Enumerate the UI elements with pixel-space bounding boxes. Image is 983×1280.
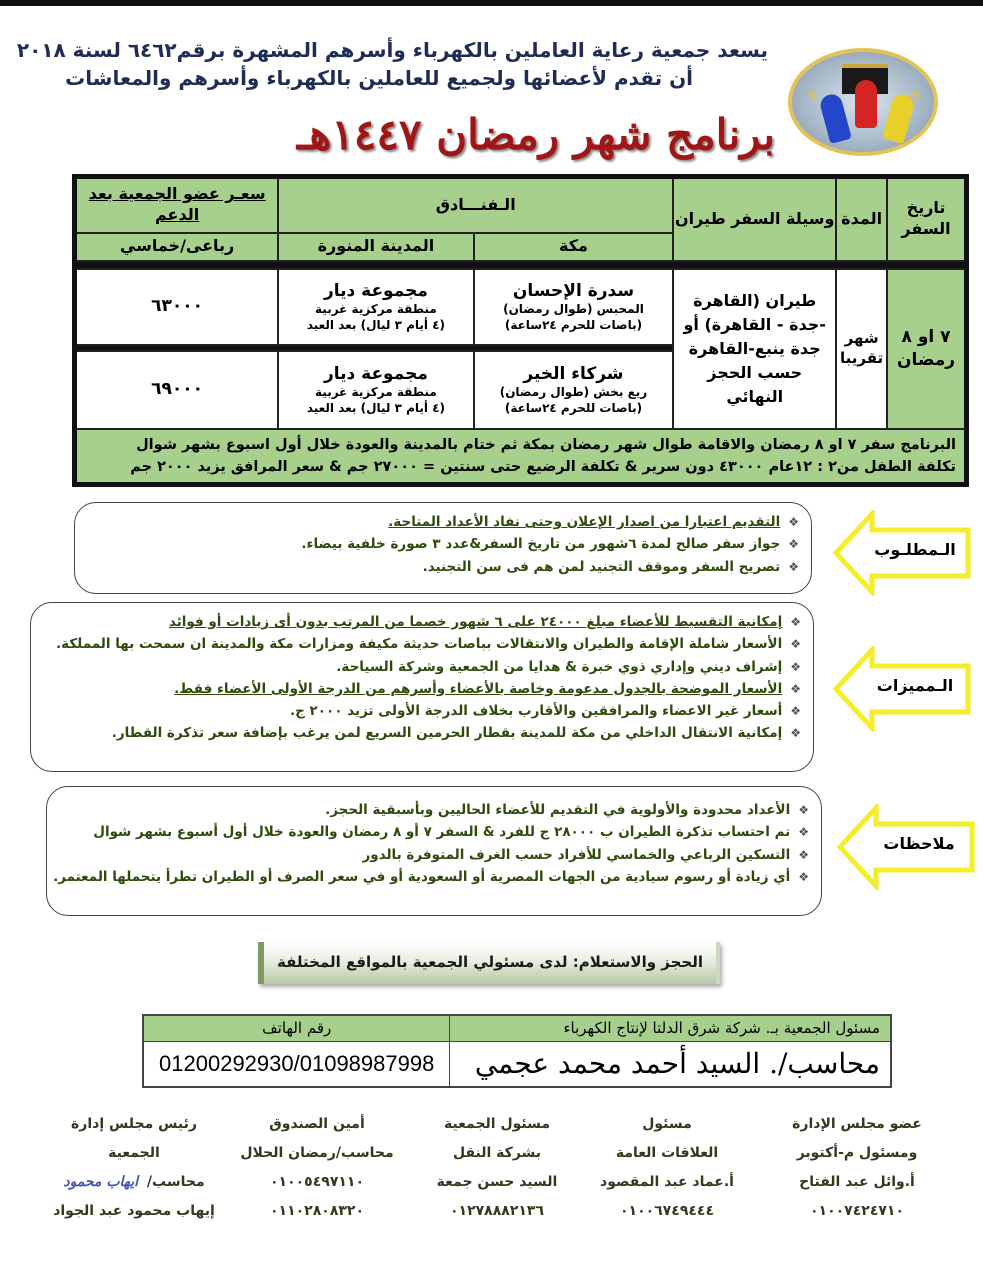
hotel-name: مجموعة ديار <box>323 280 428 301</box>
header-travel-date: تاريخ السفر <box>887 177 966 261</box>
note-item: ❖ تم احتساب تذكرة الطيران ب ٢٨٠٠٠ ج للفرد & السفر ٧ أو ٨ رمضان والعودة خلال أول أسبوع بشهر شوال <box>59 821 809 843</box>
program-table <box>72 174 969 487</box>
feature-item: ❖ إشراف ديني وإداري ذوي خبرة & هدايا من الجمعية وشركة السياحة. <box>43 656 801 678</box>
association-logo <box>788 48 938 156</box>
signatory <box>772 1110 942 1226</box>
person-figure-icon <box>818 92 852 144</box>
makkah-hotel-cell <box>474 351 674 429</box>
top-border <box>0 0 983 6</box>
table-row <box>75 269 967 345</box>
hotel-name: مجموعة ديار <box>323 363 428 384</box>
note-item: ❖ أي زيادة أو رسوم سيادية من الجهات المصرية أو السعودية أو في سعر الصرف أو الطيران تطرأ يتحملها المعتمر. <box>59 866 809 888</box>
feature-item: ❖ أسعار غير الاعضاء والمرافقين والأقارب بخلاف الدرجة الأولى تزيد ٢٠٠٠ ج. <box>43 700 801 722</box>
contact-name: محاسب/. السيد أحمد محمد عجمي <box>450 1041 891 1087</box>
page-title: برنامج شهر رمضان ١٤٤٧هـ <box>296 110 775 159</box>
signatory-phone: ٠١٠٠٥٤٩٧١١٠ <box>270 1174 364 1190</box>
requirement-item: ❖ التقديم اعتبارا من اصدار الإعلان وحتى نفاد الأعداد المتاحة. <box>87 511 799 533</box>
notes-arrow <box>836 804 976 890</box>
signatory <box>582 1110 752 1226</box>
signatory-title: محاسب/رمضان الحلال <box>240 1145 394 1161</box>
signatory-title: الجمعية <box>108 1145 160 1161</box>
hotel-name: سدرة الإحسان <box>512 280 635 301</box>
signatory-title: ومسئول م-أكتوبر <box>796 1145 918 1161</box>
header-hotels: الـفنـــادق <box>278 177 673 233</box>
signature-line <box>44 1168 224 1197</box>
requirement-item: ❖ تصريح السفر وموقف التجنيد لمن هم فى سن التجنيد. <box>87 556 799 578</box>
header-makkah: مكة <box>474 233 674 261</box>
lightning-icon: ⚡ <box>806 86 819 107</box>
header-line-1: يسعد جمعية رعاية العاملين بالكهرباء وأسرهم المشهرة برقم٦٤٦٢ لسنة ٢٠١٨ <box>16 38 768 62</box>
lightning-icon: ⚡ <box>910 86 923 107</box>
hotel-area: منطقة مركزية غربية <box>315 301 437 316</box>
header-duration: المدة <box>836 177 887 261</box>
signatory-title: بشركة النقل <box>452 1145 542 1161</box>
signatory-phone: ٠١٢٧٨٨٨٢١٣٦ <box>450 1203 544 1219</box>
signatory-title: أمين الصندوق <box>269 1116 365 1132</box>
signatory-title: العلاقات العامة <box>615 1145 719 1161</box>
signatory-name: إيهاب محمود عبد الجواد <box>53 1203 215 1219</box>
note-item: ❖ التسكين الرباعي والخماسي للأفراد حسب الغرف المتوفرة بالدور <box>59 844 809 866</box>
requirement-item: ❖ جواز سفر صالح لمدة ٦شهور من تاريخ السفر&عدد ٣ صورة خلفية بيضاء. <box>87 533 799 555</box>
signatory-name: أ.عماد عبد المقصود <box>600 1174 734 1190</box>
signatory-title: رئيس مجلس إدارة <box>71 1116 197 1132</box>
feature-item: ❖ الأسعار شاملة الإقامة والطيران والانتقالات بباصات حديثة مكيفة ومزارات مكة والمدينة ان سمحت بها المملكة. <box>43 633 801 655</box>
person-figure-icon <box>855 80 877 128</box>
makkah-hotel-cell <box>474 269 674 345</box>
madinah-hotel-cell <box>278 269 474 345</box>
features-box <box>30 602 814 772</box>
requirements-arrow <box>832 510 972 596</box>
contact-header-name: مسئول الجمعية بـ. شركة شرق الدلتا لإنتاج الكهرباء <box>450 1015 891 1041</box>
handwritten-signature: ايهاب محمود <box>63 1174 139 1190</box>
signatory-phone: ٠١٠٠٦٧٤٩٤٤٤ <box>620 1203 714 1219</box>
header-line-2: أن تقدم لأعضائها ولجميع للعاملين بالكهرباء وأسرهم والمعاشات <box>65 66 693 90</box>
requirements-box <box>74 502 812 594</box>
feature-item: ❖ إمكانية التقسيط للأعضاء مبلغ ٢٤٠٠٠ على ٦ شهور خصما من المرتب بدون أى زيادات أو فوائد <box>43 611 801 633</box>
separator <box>75 261 967 269</box>
header-madinah: المدينة المنورة <box>278 233 474 261</box>
header-price: سعـر عضو الجمعية بعد الدعم <box>75 177 279 233</box>
signatory <box>412 1110 582 1226</box>
price-cell: ٦٣٠٠٠ <box>75 269 279 345</box>
notes-box <box>46 786 822 916</box>
program-note-line-1: البرنامج سفر ٧ او ٨ رمضان والاقامة طوال شهر رمضان بمكة ثم ختام بالمدينة والعودة خلال أول اسبوع بشهر شوال <box>136 436 956 453</box>
hotel-area: المحبس (طوال رمضان) <box>503 301 644 316</box>
signatory-phone: ٠١١٠٢٨٠٨٣٢٠ <box>270 1203 364 1219</box>
signatory-title: مسئول الجمعية <box>443 1116 551 1132</box>
feature-item: ❖ الأسعار الموضحة بالجدول مدعومة وخاصة بالأعضاء وأسرهم من الدرجة الأولى الأعضاء فقط. <box>43 678 801 700</box>
signatory-title: مسئول <box>642 1116 692 1132</box>
features-label: الـمميزات <box>876 676 954 695</box>
notes-label: ملاحظات <box>883 834 955 853</box>
note-item: ❖ الأعداد محدودة والأولوية في التقديم للأعضاء الحاليين وبأسبقية الحجز. <box>59 799 809 821</box>
booking-banner: الحجز والاستعلام: لدى مسئولي الجمعية بالمواقع المختلفة <box>258 942 720 984</box>
duration-cell: شهر تقريبا <box>836 269 887 429</box>
travel-date-cell: ٧ او ٨ رمضان <box>887 269 966 429</box>
hotel-area: منطقة مركزية غربية <box>315 384 437 399</box>
contact-table <box>142 1014 892 1088</box>
program-note <box>75 429 967 485</box>
contact-header-phone: رقم الهاتف <box>143 1015 450 1041</box>
features-arrow <box>832 646 972 732</box>
transport-cell: طيران (القاهرة -جدة - القاهرة) أو جدة ينبع-القاهرة حسب الحجز النهائي <box>673 269 836 429</box>
hotel-name: شركاء الخير <box>523 363 624 384</box>
requirements-label: الـمطلـوب <box>874 540 956 559</box>
signatory-name: السيد حسن جمعة <box>436 1174 558 1190</box>
signatory-name: أ.وائل عبد الفتاح <box>799 1174 915 1190</box>
signatory-prefix: محاسب/ <box>146 1174 205 1190</box>
program-note-line-2: تكلفة الطفل من٢ : ١٢عام ٤٣٠٠٠ دون سرير & تكلفة الرضيع حتى سنتين = ٢٧٠٠٠ جم & سعر المرافق يزيد ٢٠٠٠ جم <box>130 458 956 475</box>
contact-phone[interactable]: 01200292930/01098987998 <box>143 1041 450 1087</box>
signatory <box>232 1110 402 1226</box>
hotel-area: ريع بخش (طوال رمضان) <box>499 384 648 399</box>
price-cell: ٦٩٠٠٠ <box>75 351 279 429</box>
hotel-bus: (باصات للحرم ٢٤ساعة) <box>504 400 643 415</box>
madinah-hotel-cell <box>278 351 474 429</box>
header-transport: وسيلة السفر طيران <box>673 177 836 261</box>
signatory <box>44 1110 224 1226</box>
hotel-bus: (باصات للحرم ٢٤ساعة) <box>504 317 643 332</box>
feature-item: ❖ إمكانية الانتقال الداخلي من مكة للمدينة بقطار الحرمين السريع لمن يرغب بإضافة سعر تذكرة القطار. <box>43 722 801 744</box>
signatory-title: عضو مجلس الإدارة <box>792 1116 922 1132</box>
header-room-type: رباعى/خماسي <box>75 233 279 261</box>
hotel-stay: (٤ أيام ٣ ليال) بعد العيد <box>306 317 446 332</box>
hotel-stay: (٤ أيام ٣ ليال) بعد العيد <box>306 400 446 415</box>
signatory-phone: ٠١٠٠٧٤٢٤٧١٠ <box>810 1203 904 1219</box>
